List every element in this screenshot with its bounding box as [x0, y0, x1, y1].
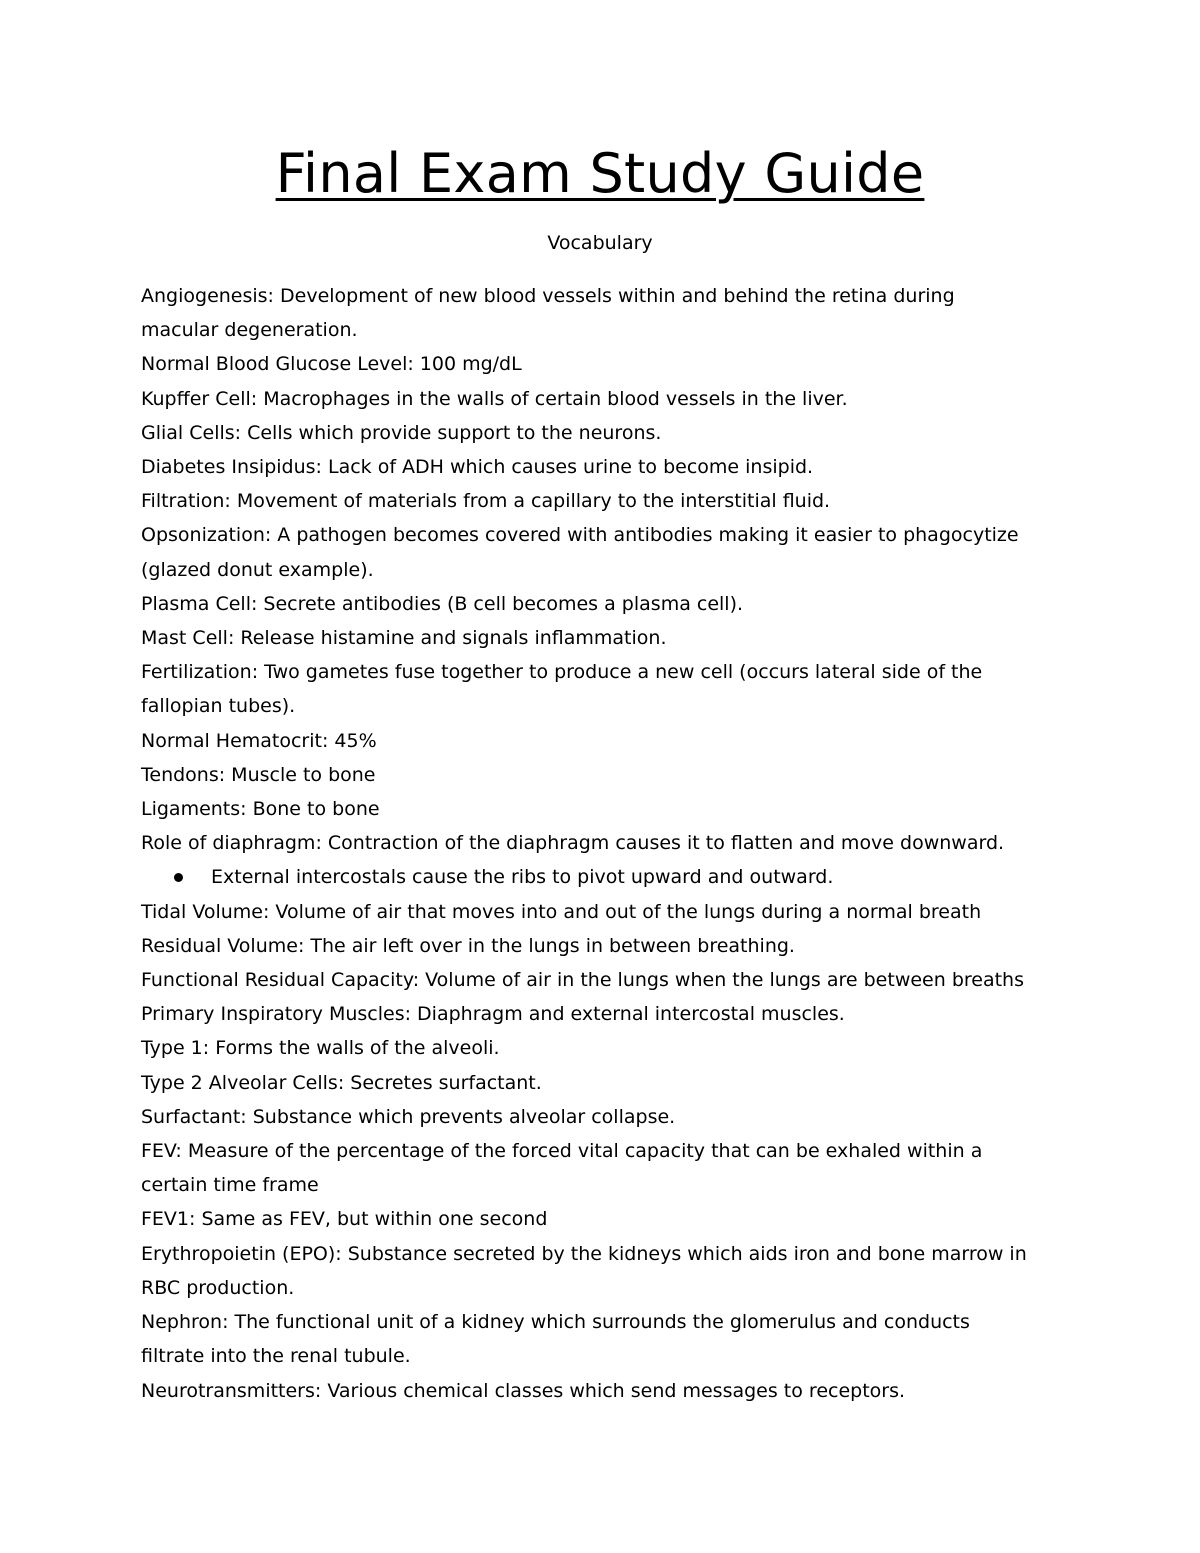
vocabulary-line [141, 518, 1081, 552]
line-text: Erythropoietin (EPO): Substance secreted by the kidneys which aids iron and bone marrow in [141, 1242, 1027, 1265]
line-text: Glial Cells: Cells which provide support to the neurons. [141, 421, 662, 444]
vocabulary-line [141, 724, 1081, 758]
vocabulary-line [141, 416, 1081, 450]
line-text: macular degeneration. [141, 319, 358, 342]
vocabulary-line [141, 895, 1081, 929]
vocabulary-line [141, 1100, 1081, 1134]
line-text: FEV: Measure of the percentage of the forced vital capacity that can be exhaled within a [141, 1140, 983, 1163]
line-text: fallopian tubes). [141, 695, 296, 718]
vocabulary-line [141, 1066, 1081, 1100]
vocabulary-line [141, 347, 1081, 381]
vocabulary-list [141, 279, 1081, 1408]
section-heading: Vocabulary [547, 232, 653, 254]
vocabulary-line [141, 929, 1081, 963]
line-text: Kupffer Cell: Macrophages in the walls of certain blood vessels in the liver. [141, 387, 848, 410]
vocabulary-line [141, 450, 1081, 484]
line-text: Filtration: Movement of materials from a capillary to the interstitial fluid. [141, 490, 831, 513]
vocabulary-line [141, 1134, 1081, 1168]
bullet-item [141, 860, 1081, 894]
vocabulary-line [141, 758, 1081, 792]
vocabulary-line [141, 1237, 1081, 1271]
vocabulary-line [141, 553, 1081, 587]
line-text: Type 2 Alveolar Cells: Secretes surfactant. [141, 1071, 542, 1094]
line-text: Diabetes Insipidus: Lack of ADH which causes urine to become insipid. [141, 456, 814, 479]
vocabulary-line [141, 997, 1081, 1031]
line-text: Neurotransmitters: Various chemical classes which send messages to receptors. [141, 1379, 906, 1402]
vocabulary-line [141, 655, 1081, 689]
line-text: Nephron: The functional unit of a kidney which surrounds the glomerulus and conducts [141, 1311, 970, 1334]
line-text: Type 1: Forms the walls of the alveoli. [141, 1037, 500, 1060]
bullet-icon [174, 873, 183, 882]
line-text: filtrate into the renal tubule. [141, 1345, 411, 1368]
vocabulary-line [141, 587, 1081, 621]
line-text: Functional Residual Capacity: Volume of air in the lungs when the lungs are between breaths [141, 969, 1024, 992]
line-text: External intercostals cause the ribs to pivot upward and outward. [211, 866, 834, 889]
vocabulary-line [141, 1374, 1081, 1408]
vocabulary-line [141, 313, 1081, 347]
line-text: Normal Hematocrit: 45% [141, 729, 377, 752]
line-text: FEV1: Same as FEV, but within one second [141, 1208, 548, 1231]
line-text: Tendons: Muscle to bone [141, 763, 376, 786]
vocabulary-line [141, 382, 1081, 416]
line-text: Role of diaphragm: Contraction of the diaphragm causes it to flatten and move downward. [141, 832, 1005, 855]
vocabulary-line [141, 963, 1081, 997]
line-text: Fertilization: Two gametes fuse together to produce a new cell (occurs lateral side of the [141, 661, 983, 684]
line-text: Plasma Cell: Secrete antibodies (B cell becomes a plasma cell). [141, 592, 744, 615]
document-title: Final Exam Study Guide [275, 142, 925, 205]
vocabulary-line [141, 792, 1081, 826]
line-text: Opsonization: A pathogen becomes covered with antibodies making it easier to phagocytize [141, 524, 1019, 547]
vocabulary-line [141, 1305, 1081, 1339]
line-text: Surfactant: Substance which prevents alveolar collapse. [141, 1105, 676, 1128]
vocabulary-line [141, 1031, 1081, 1065]
vocabulary-line [141, 1271, 1081, 1305]
line-text: Mast Cell: Release histamine and signals inflammation. [141, 627, 667, 650]
line-text: certain time frame [141, 1174, 319, 1197]
line-text: Angiogenesis: Development of new blood vessels within and behind the retina during [141, 285, 955, 307]
line-text: (glazed donut example). [141, 558, 374, 581]
vocabulary-line [141, 826, 1081, 860]
vocabulary-line [141, 484, 1081, 518]
vocabulary-line [141, 621, 1081, 655]
line-text: Primary Inspiratory Muscles: Diaphragm and external intercostal muscles. [141, 1003, 845, 1026]
line-text: Residual Volume: The air left over in the lungs in between breathing. [141, 934, 795, 957]
line-text: Ligaments: Bone to bone [141, 798, 380, 821]
line-text: Tidal Volume: Volume of air that moves into and out of the lungs during a normal breath [141, 900, 982, 923]
vocabulary-line [141, 1202, 1081, 1236]
vocabulary-line [141, 1339, 1081, 1373]
vocabulary-line [141, 689, 1081, 723]
line-text: Normal Blood Glucose Level: 100 mg/dL [141, 353, 522, 376]
vocabulary-line [141, 1168, 1081, 1202]
line-text: RBC production. [141, 1276, 295, 1299]
vocabulary-line [141, 279, 1081, 313]
